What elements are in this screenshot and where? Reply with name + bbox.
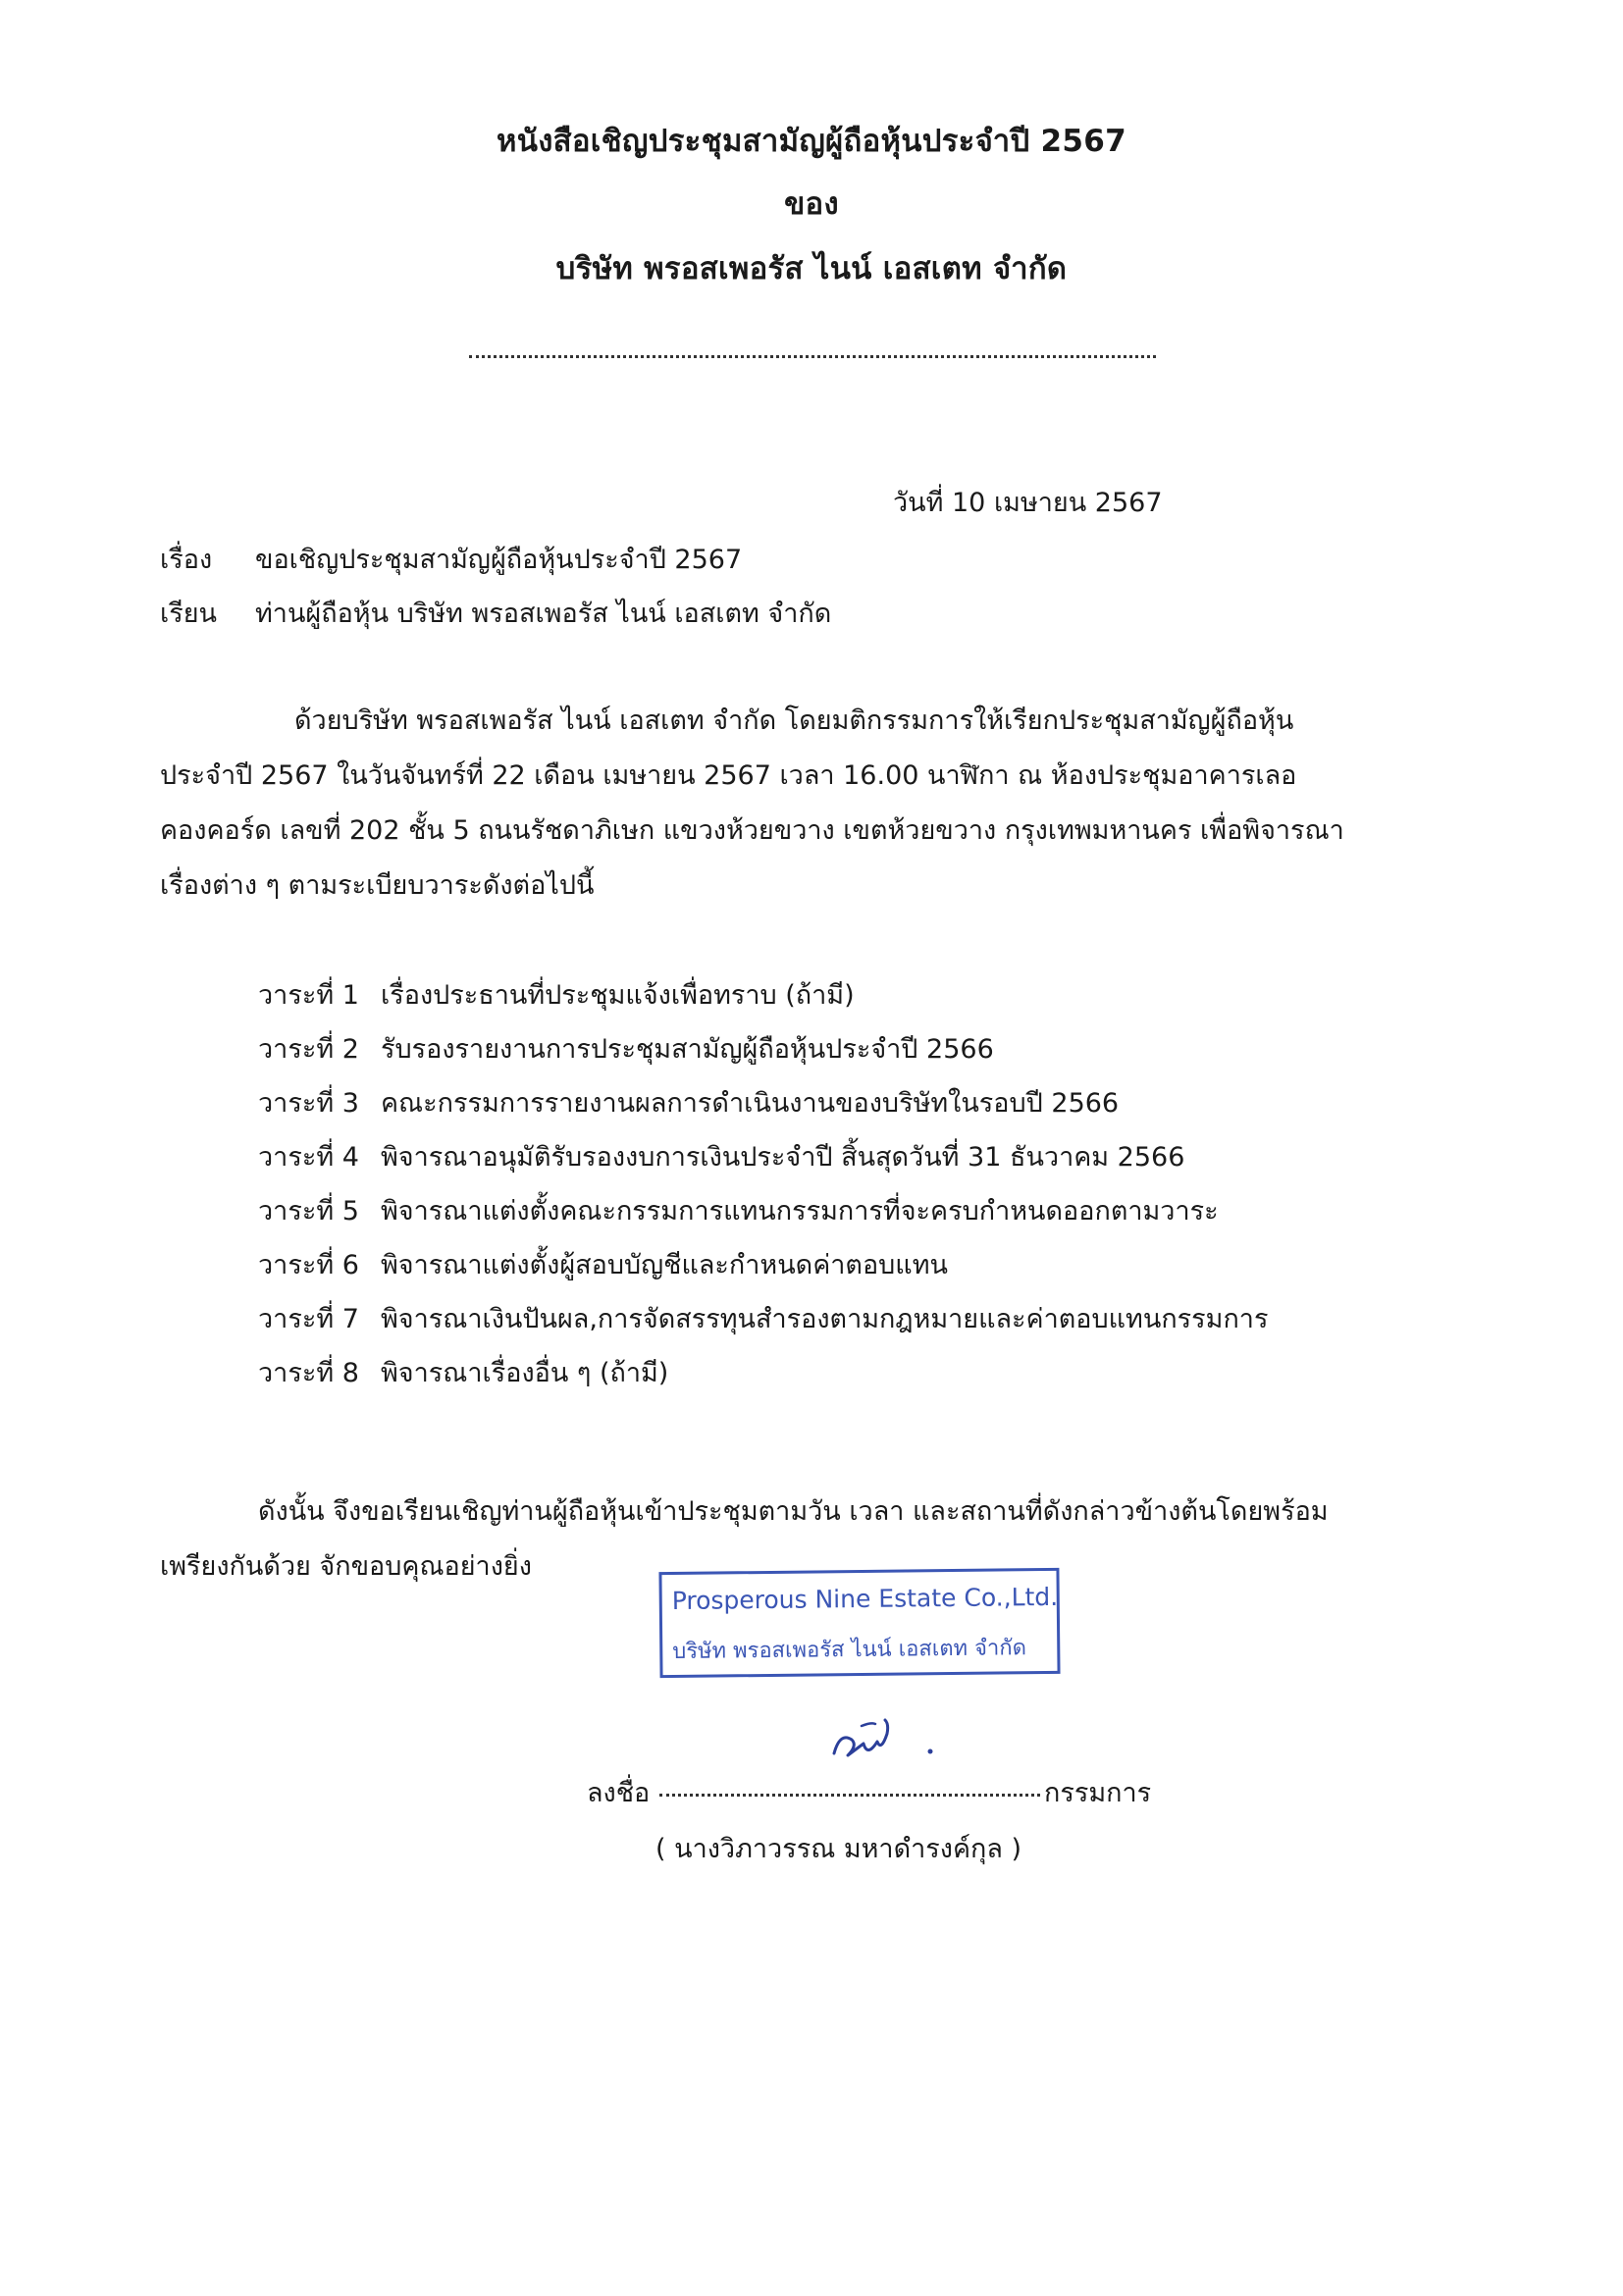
signatory-name: ( นางวิภาวรรณ มหาดำรงค์กุล )	[655, 1834, 1022, 1864]
letter-date: วันที่ 10 เมษายน 2567	[893, 488, 1163, 518]
subject-label: เรื่อง	[160, 545, 213, 575]
agenda-item-3-number: วาระที่ 3	[258, 1088, 359, 1119]
body-line-3: คองคอร์ด เลขที่ 202 ชั้น 5 ถนนรัชดาภิเษก แขวงห้วยขวาง เขตห้วยขวาง กรุงเทพมหานคร เพื่อพิจารณา	[160, 815, 1344, 846]
signature-role: กรรมการ	[1044, 1778, 1152, 1808]
signature-dotted-line	[659, 1794, 1040, 1797]
agenda-item-8-text: พิจารณาเรื่องอื่น ๆ (ถ้ามี)	[381, 1358, 669, 1388]
stamp-english-name: Prosperous Nine Estate Co.,Ltd.	[671, 1582, 1059, 1616]
signature-prefix: ลงชื่อ	[587, 1778, 651, 1808]
agenda-item-6-number: วาระที่ 6	[258, 1250, 359, 1280]
agenda-item-5-number: วาระที่ 5	[258, 1196, 359, 1226]
agenda-item-3-text: คณะกรรมการรายงานผลการดำเนินงานของบริษัทในรอบปี 2566	[381, 1088, 1120, 1119]
recipient-text: ท่านผู้ถือหุ้น บริษัท พรอสเพอรัส ไนน์ เอสเตท จำกัด	[255, 599, 832, 629]
subject-text: ขอเชิญประชุมสามัญผู้ถือหุ้นประจำปี 2567	[255, 545, 743, 575]
agenda-item-6-text: พิจารณาแต่งตั้งผู้สอบบัญชีและกำหนดค่าตอบแทน	[381, 1250, 948, 1280]
company-name-title: บริษัท พรอสเพอรัส ไนน์ เอสเตท จำกัด	[555, 251, 1068, 287]
agenda-item-7-text: พิจารณาเงินปันผล,การจัดสรรทุนสำรองตามกฎหมายและค่าตอบแทนกรรมการ	[381, 1304, 1269, 1334]
recipient-label: เรียน	[160, 599, 218, 629]
company-stamp	[658, 1568, 1060, 1678]
agenda-item-1-number: วาระที่ 1	[258, 980, 359, 1011]
body-line-4: เรื่องต่าง ๆ ตามระเบียบวาระดังต่อไปนี้	[160, 870, 595, 901]
body-line-2: ประจำปี 2567 ในวันจันทร์ที่ 22 เดือน เมษายน 2567 เวลา 16.00 นาฬิกา ณ ห้องประชุมอาคารเลอ	[160, 760, 1297, 791]
agenda-item-1-text: เรื่องประธานที่ประชุมแจ้งเพื่อทราบ (ถ้ามี)	[381, 980, 855, 1011]
document-title-of: ของ	[784, 186, 839, 222]
agenda-item-7-number: วาระที่ 7	[258, 1304, 359, 1334]
agenda-item-2-number: วาระที่ 2	[258, 1034, 359, 1065]
stamp-thai-name: บริษัท พรอสเพอรัส ไนน์ เอสเตท จำกัด	[672, 1636, 1027, 1664]
closing-line-1: ดังนั้น จึงขอเรียนเชิญท่านผู้ถือหุ้นเข้าประชุมตามวัน เวลา และสถานที่ดังกล่าวข้างต้นโดยพร้อม	[258, 1496, 1329, 1527]
agenda-item-5-text: พิจารณาแต่งตั้งคณะกรรมการแทนกรรมการที่จะครบกำหนดออกตามวาระ	[381, 1196, 1219, 1226]
handwritten-signature	[824, 1712, 962, 1781]
agenda-item-8-number: วาระที่ 8	[258, 1358, 359, 1388]
agenda-item-4-number: วาระที่ 4	[258, 1142, 359, 1173]
agenda-item-2-text: รับรองรายงานการประชุมสามัญผู้ถือหุ้นประจำปี 2566	[381, 1034, 994, 1065]
body-line-1: ด้วยบริษัท พรอสเพอรัส ไนน์ เอสเตท จำกัด โดยมติกรรมการให้เรียกประชุมสามัญผู้ถือหุ้น	[294, 705, 1294, 736]
document-title: หนังสือเชิญประชุมสามัญผู้ถือหุ้นประจำปี 2567	[496, 124, 1127, 159]
title-divider	[469, 355, 1156, 358]
agenda-item-4-text: พิจารณาอนุมัติรับรองงบการเงินประจำปี สิ้นสุดวันที่ 31 ธันวาคม 2566	[381, 1142, 1185, 1173]
closing-line-2: เพรียงกันด้วย จักขอบคุณอย่างยิ่ง	[160, 1551, 532, 1582]
